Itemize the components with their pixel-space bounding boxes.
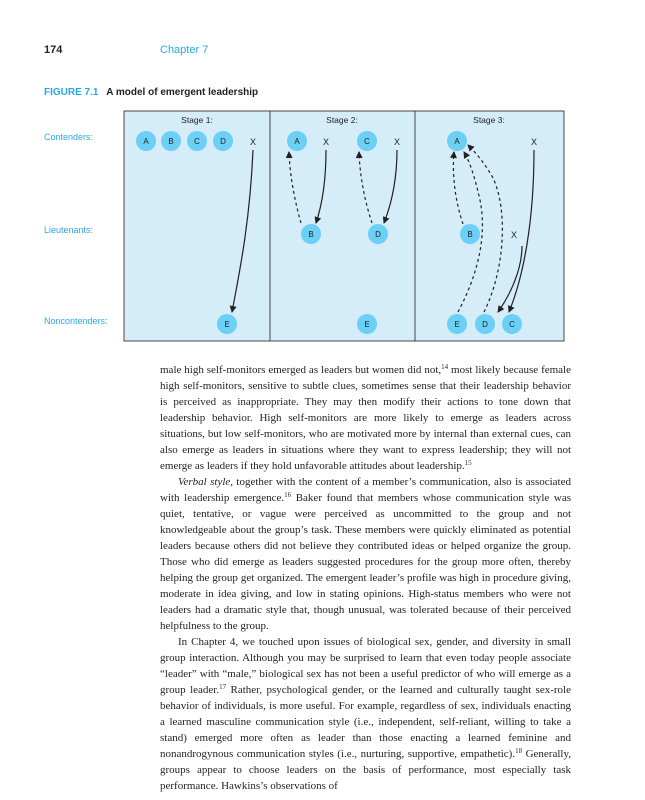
row-label-lieutenants: Lieutenants: — [44, 225, 94, 235]
paragraph: In Chapter 4, we touched upon issues of biological sex, gender, and diversity in small group interaction. Although you may be surprised to learn that even today people associate “leader” with “male,” biological sex has not been a useful predictor of who will emerge as a group leader.$^{17}$ Rather, psychological gender, or the learned and culturally taught sex-role behavior of individuals, is more useful. For example, regardless of sex, individuals enacting a learned masculine communication style (i.e., independent, self-reliant, willing to take a stand) emerged more often as leader than those enacting a learned feminine and nonandrogynous communication styles (i.e., nurturing, supportive, empathetic).$^{18}$ Generally, groups appear to choose leaders on the basis of performance, most especially task performance. Hawkins’s observations of — [160, 636, 571, 792]
member-node-label: B — [467, 230, 473, 239]
eliminated-mark: X — [393, 137, 401, 147]
figure-number: FIGURE 7.1 — [44, 87, 99, 98]
paragraph: Verbal style, together with the content of a member’s communication, also is associated with leadership emergence.$^{16}$ Baker found that members whose communication style was quiet, tentative, or vague were perceived as uncommitted to the group and not knowledgeable about the group’s task. These members were quickly eliminated as potential leaders because others did not believe they contributed ideas or helped organize the group. Those who did emerge as leaders suggested procedures for the group more often, thereby helping the group get organized. The emergent leader’s profile was high in procedure giving, moderate in idea giving, and low in stating opinions. High-status members who were not leaders had a dramatic style that, though unusual, was tolerated because of their perceived helpfulness to the group. — [160, 476, 571, 632]
member-node-label: A — [143, 137, 149, 146]
member-node-label: D — [220, 137, 226, 146]
emergent-leadership-diagram — [0, 0, 645, 360]
figure-title: A model of emergent leadership — [106, 87, 259, 98]
member-node-label: C — [364, 137, 370, 146]
member-node-label: D — [482, 320, 488, 329]
stage-2-title: Stage 2: — [326, 115, 358, 125]
eliminated-mark: X — [510, 230, 518, 240]
member-node-label: E — [224, 320, 230, 329]
eliminated-mark: X — [249, 137, 257, 147]
stage-1-title: Stage 1: — [181, 115, 213, 125]
eliminated-mark: X — [322, 137, 330, 147]
chapter-heading: Chapter 7 — [160, 44, 209, 56]
member-node-label: A — [454, 137, 460, 146]
member-node-label: B — [168, 137, 174, 146]
member-node-label: E — [454, 320, 460, 329]
row-label-contenders: Contenders: — [44, 132, 94, 142]
stage-3-title: Stage 3: — [473, 115, 505, 125]
eliminated-mark: X — [530, 137, 538, 147]
stage-2-noncontenders — [357, 314, 377, 334]
paragraph: male high self-monitors emerged as leaders but women did not,$^{14}$ most likely because female high self-monitors, sensitive to subtle clues, sometimes sense that their leadership behavior is perceived as inappropriate. They may then modify their actions to tone down that leadership behavior. High self-monitors are more likely to emerge as leaders across situations, but low self-monitors, who are motivated more by internal than external cues, can also emerge as leaders in situations where they want to express leadership; they will not emerge as leaders if they hold unfavorable attitudes about leadership.$^{15}$ — [160, 363, 571, 472]
stage-1-noncontenders — [217, 314, 237, 334]
member-node-label: C — [509, 320, 515, 329]
member-node-label: A — [294, 137, 300, 146]
footnote-ref: 16 — [284, 491, 292, 499]
footnote-ref: 15 — [464, 459, 472, 467]
member-node-label: D — [375, 230, 381, 239]
key-term: Verbal style — [178, 476, 231, 488]
stage-3-noncontenders — [447, 314, 522, 334]
body-text — [160, 362, 571, 794]
row-label-noncontenders: Noncontenders: — [44, 316, 108, 326]
page-number: 174 — [44, 44, 63, 56]
member-node-label: E — [364, 320, 370, 329]
footnote-ref: 17 — [219, 683, 227, 691]
member-node-label: B — [308, 230, 314, 239]
member-node-label: C — [194, 137, 200, 146]
footnote-ref: 18 — [515, 747, 523, 755]
footnote-ref: 14 — [441, 363, 449, 371]
